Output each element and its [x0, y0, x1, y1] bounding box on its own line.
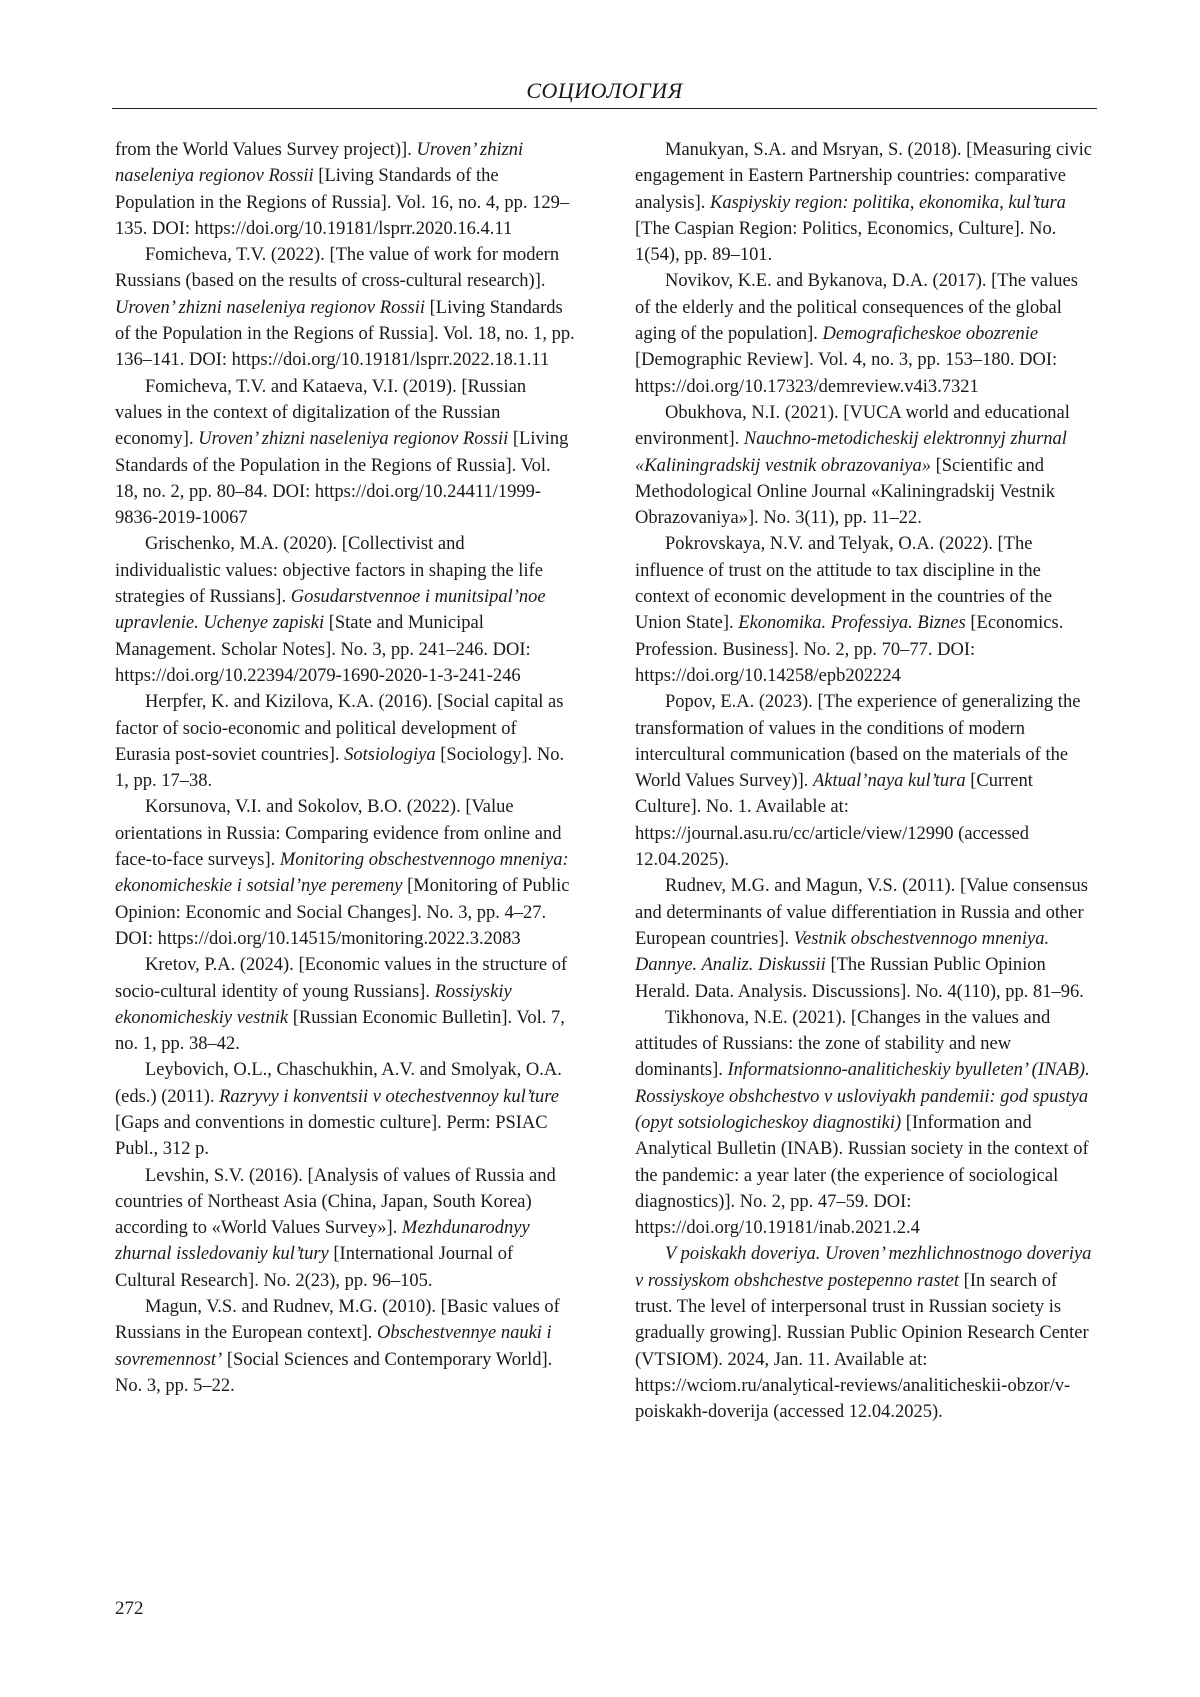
- reference-source-title: Mezhdunarodnyy zhurnal issledovaniy kul’tury: [115, 1218, 530, 1265]
- reference-entry: [635, 137, 1095, 268]
- reference-entry: [635, 400, 1095, 531]
- reference-source-title: Sotsiologiya: [344, 744, 436, 765]
- reference-text: Tikhonova, N.E. (2021). [Changes in the values and attitudes of Russians: the zone of stability and new dominants].: [635, 1007, 1051, 1081]
- reference-entry: [635, 268, 1095, 399]
- reference-source-title: Uroven’ zhizni naseleniya regionov Rossii: [115, 297, 426, 318]
- reference-text: [Demographic Review]. Vol. 4, no. 3, pp. 153–180. DOI: https://doi.org/10.17323/demreview.v4i3.7321: [635, 350, 1058, 397]
- reference-source-title: Gosudarstvennoe i munitsipal’noe upravlenie. Uchenye zapiski: [115, 587, 546, 634]
- reference-entry: [635, 531, 1095, 689]
- reference-text: Magun, V.S. and Rudnev, M.G. (2010). [Basic values of Russians in the European context].: [115, 1297, 560, 1344]
- reference-text: [Current Culture]. No. 1. Available at: https://journal.asu.ru/cc/article/view/12990 (accessed 12.04.2025).: [635, 771, 1033, 871]
- reference-text: Novikov, K.E. and Bykanova, D.A. (2017). [The values of the elderly and the political consequences of the global aging of the population].: [635, 271, 1078, 345]
- reference-source-title: Ekonomika. Professiya. Biznes: [738, 613, 966, 634]
- references-left-column: [115, 137, 575, 1399]
- reference-text: Manukyan, S.A. and Msryan, S. (2018). [Measuring civic engagement in Eastern Partnership countries: comparative analysis].: [635, 140, 1092, 213]
- reference-entry: [635, 1005, 1095, 1242]
- reference-source-title: Kaspiyskiy region: politika, ekonomika, kul’tura: [710, 192, 1066, 213]
- running-header: [112, 78, 1097, 109]
- reference-text: Levshin, S.V. (2016). [Analysis of values of Russia and countries of Northeast Asia (China, Japan, South Korea) according to «World Values Survey»].: [115, 1165, 556, 1239]
- reference-text: Obukhova, N.I. (2021). [VUCA world and educational environment].: [635, 402, 1070, 450]
- reference-text: [Economics. Profession. Business]. No. 2, pp. 70–77. DOI: https://doi.org/10.14258/epb202224: [635, 613, 1064, 686]
- reference-text: [In search of trust. The level of interpersonal trust in Russian society is gradually growing]. Russian Public Opinion Research Center (VTSIOM). 2024, Jan. 11. Available at: https://wciom.ru/analytical-reviews/analiticheskii-obzor/v-poiskakh-doverija (accessed 12.04.2025).: [635, 1270, 1089, 1423]
- reference-text: [Sociology]. No. 1, pp. 17–38.: [115, 744, 565, 792]
- reference-source-title: Monitoring obschestvennogo mneniya: ekonomicheskie i sotsial’nye peremeny: [115, 850, 569, 897]
- reference-entry: [115, 374, 575, 532]
- reference-text: [Living Standards of the Population in the Regions of Russia]. Vol. 18, no. 1, pp. 136–141. DOI: https://doi.org/10.19181/lsprr.2022.18.1.11: [115, 297, 575, 371]
- reference-entry: [115, 137, 575, 242]
- reference-entry: [115, 1057, 575, 1162]
- reference-source-title: V poiskakh doveriya. Uroven’ mezhlichnostnogo doveriya v rossiyskom obshchestve postepenno rastet: [635, 1244, 1092, 1291]
- reference-text: [Scientific and Methodological Online Journal «Kaliningradskij Vestnik Obrazovaniya»]. No. 3(11), pp. 11–22.: [635, 455, 1055, 529]
- reference-entry: [115, 242, 575, 373]
- reference-text: [Monitoring of Public Opinion: Economic and Social Changes]. No. 3, pp. 4–27. DOI: https://doi.org/10.14515/monitoring.2022.3.2083: [115, 876, 570, 949]
- reference-source-title: Razryvy i konventsii v otechestvennoy kul’ture: [219, 1086, 560, 1107]
- reference-text: [The Russian Public Opinion Herald. Data. Analysis. Discussions]. No. 4(110), pp. 81–96.: [635, 955, 1084, 1002]
- reference-text: from the World Values Survey project)].: [115, 140, 417, 160]
- reference-text: [Living Standards of the Population in the Regions of Russia]. Vol. 18, no. 2, pp. 80–84. DOI: https://doi.org/10.24411/1999-9836-2019-10067: [115, 429, 569, 529]
- reference-entry: [635, 873, 1095, 1004]
- reference-text: Herpfer, K. and Kizilova, K.A. (2016). [Social capital as factor of socio-economic and political development of Eurasia post-soviet countries].: [115, 692, 564, 765]
- reference-text: [International Journal of Cultural Research]. No. 2(23), pp. 96–105.: [115, 1244, 514, 1291]
- reference-text: Rudnev, M.G. and Magun, V.S. (2011). [Value consensus and determinants of value differentiation in Russia and other European countries].: [635, 876, 1088, 949]
- reference-source-title: Rossiyskiy ekonomicheskiy vestnik: [115, 981, 512, 1028]
- reference-text: Kretov, P.A. (2024). [Economic values in the structure of socio-cultural identity of young Russians].: [115, 955, 568, 1002]
- reference-source-title: Uroven’ zhizni naseleniya regionov Rossii: [115, 140, 524, 187]
- reference-entry: [115, 1294, 575, 1399]
- reference-text: [Gaps and conventions in domestic culture]. Perm: PSIAC Publ., 312 p.: [115, 1112, 548, 1160]
- reference-text: Leybovich, O.L., Chaschukhin, A.V. and Smolyak, O.A. (eds.) (2011).: [115, 1060, 562, 1107]
- reference-entry: [635, 1241, 1095, 1425]
- reference-source-title: Obschestvennye nauki i sovremennost’: [115, 1323, 552, 1370]
- reference-entry: [115, 1163, 575, 1294]
- reference-source-title: Demograficheskoe obozrenie: [822, 324, 1039, 345]
- reference-text: [Russian Economic Bulletin]. Vol. 7, no. 1, pp. 38–42.: [115, 1007, 565, 1055]
- reference-source-title: Vestnik obschestvennogo mneniya. Dannye. Analiz. Diskussii: [635, 928, 1050, 976]
- reference-text: [Information and Analytical Bulletin (INAB). Russian society in the context of the pandemic: a year later (the experience of sociological diagnostics)]. No. 2, pp. 47–59. DOI: https://doi.org/10.19181/inab.2021.2.4: [635, 1112, 1089, 1239]
- reference-text: [Living Standards of the Population in the Regions of Russia]. Vol. 16, no. 4, pp. 129–135. DOI: https://doi.org/10.19181/lsprr.2020.16.4.11: [115, 166, 570, 239]
- reference-source-title: Uroven’ zhizni naseleniya regionov Rossii: [198, 429, 509, 450]
- section-title: СОЦИОЛОГИЯ: [526, 78, 683, 103]
- reference-source-title: Aktual’naya kul’tura: [813, 771, 966, 792]
- reference-entry: [115, 531, 575, 689]
- page-number: 272: [115, 1598, 144, 1619]
- reference-text: [State and Municipal Management. Scholar Notes]. No. 3, pp. 241–246. DOI: https://doi.org/10.22394/2079-1690-2020-1-3-241-246: [115, 613, 531, 686]
- reference-entry: [635, 689, 1095, 873]
- reference-text: Fomicheva, T.V. and Kataeva, V.I. (2019). [Russian values in the context of digitalization of the Russian economy].: [115, 376, 527, 450]
- reference-entry: [115, 794, 575, 952]
- references-right-column: [635, 137, 1095, 1426]
- reference-text: [The Caspian Region: Politics, Economics, Culture]. No. 1(54), pp. 89–101.: [635, 218, 1057, 266]
- reference-text: Popov, E.A. (2023). [The experience of generalizing the transformation of values in the conditions of modern intercultural communication (based on the materials of the World Values Survey)].: [635, 692, 1081, 792]
- reference-source-title: Informatsionno-analiticheskiy byulleten’ (INAB). Rossiyskoye obshchestvo v usloviyakh pandemii: god spustya (opyt sotsiologicheskoy diagnostiki): [635, 1060, 1090, 1133]
- reference-entry: [115, 689, 575, 794]
- reference-text: Pokrovskaya, N.V. and Telyak, O.A. (2022). [The influence of trust on the attitude to tax discipline in the context of economic development in the countries of the Union State].: [635, 534, 1053, 634]
- reference-entry: [115, 952, 575, 1057]
- reference-text: [Social Sciences and Contemporary World]. No. 3, pp. 5–22.: [115, 1349, 553, 1396]
- reference-text: Fomicheva, T.V. (2022). [The value of work for modern Russians (based on the results of cross-cultural research)].: [115, 245, 560, 292]
- reference-text: Korsunova, V.I. and Sokolov, B.O. (2022). [Value orientations in Russia: Comparing evidence from online and face-to-face surveys].: [115, 797, 562, 871]
- reference-source-title: Nauchno-metodicheskij elektronnyj zhurnal «Kaliningradskij vestnik obrazovaniya»: [635, 429, 1067, 476]
- reference-text: Grischenko, M.A. (2020). [Collectivist and individualistic values: objective factors in shaping the life strategies of Russians].: [115, 534, 543, 608]
